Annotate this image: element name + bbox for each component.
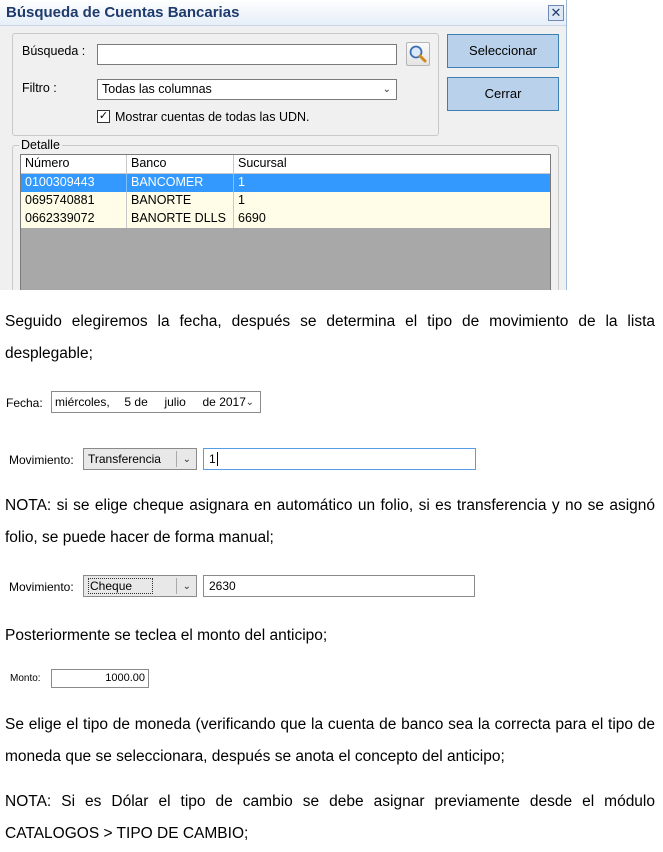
cell-banco: BANORTE xyxy=(127,192,234,210)
combo-separator xyxy=(176,578,177,594)
monto-value: 1000.00 xyxy=(105,672,145,684)
chevron-down-icon: ⌄ xyxy=(182,581,191,592)
paragraph-moneda: Se elige el tipo de moneda (verificando que la cuenta de banco sea la correcta para el tipo de moneda que se seleccionara, después se anota el concepto del anticipo; xyxy=(5,716,655,765)
fecha-date-picker[interactable] xyxy=(51,391,261,413)
fecha-weekday: miércoles, xyxy=(55,395,110,409)
table-row[interactable] xyxy=(21,210,550,228)
fecha-year: 2017 xyxy=(219,395,246,409)
table-row[interactable] xyxy=(21,174,550,192)
fecha-label: Fecha: xyxy=(6,396,43,410)
movimiento-value: Transferencia xyxy=(88,452,161,466)
movimiento-label: Movimiento: xyxy=(9,453,74,467)
show-all-udn-label: Mostrar cuentas de todas las UDN. xyxy=(115,110,310,124)
folio-input-cheque[interactable] xyxy=(203,575,475,597)
monto-label: Monto: xyxy=(10,673,41,684)
search-label: Búsqueda : xyxy=(22,44,86,58)
folio-value-2: 2630 xyxy=(209,579,236,593)
bank-account-search-dialog xyxy=(0,0,567,290)
filter-label: Filtro : xyxy=(22,81,57,95)
table-row[interactable] xyxy=(21,192,550,210)
filter-select-value: Todas las columnas xyxy=(102,82,212,96)
cell-numero: 0695740881 xyxy=(21,192,127,210)
chevron-down-icon[interactable]: ⌄ xyxy=(245,397,254,408)
dialog-title: Búsqueda de Cuentas Bancarias xyxy=(6,4,240,21)
movimiento-value-2: Cheque xyxy=(88,578,153,594)
cell-numero: 0100309443 xyxy=(21,174,127,192)
paragraph-nota-dolar: NOTA: Si es Dólar el tipo de cambio se debe asignar previamente desde el módulo CATALOGOS > TIPO DE CAMBIO; xyxy=(5,793,655,842)
fecha-de1: de xyxy=(134,395,148,409)
fecha-month: julio xyxy=(164,395,186,409)
column-header-numero[interactable]: Número xyxy=(21,155,127,173)
cell-banco: BANCOMER xyxy=(127,174,234,192)
folio-input-transferencia[interactable] xyxy=(203,448,476,470)
cell-sucursal: 1 xyxy=(238,175,245,189)
paragraph-monto: Posteriormente se teclea el monto del anticipo; xyxy=(5,627,328,644)
paragraph-fecha-movimiento: Seguido elegiremos la fecha, después se determina el tipo de movimiento de la lista desplegable; xyxy=(5,313,655,362)
monto-input[interactable] xyxy=(51,669,149,688)
cell-sucursal: 1 xyxy=(238,193,245,207)
search-input[interactable] xyxy=(97,44,397,65)
cell-banco: BANORTE DLLS xyxy=(127,210,234,228)
filter-select[interactable] xyxy=(97,79,397,100)
text-cursor xyxy=(217,452,218,466)
cell-numero: 0662339072 xyxy=(21,210,127,228)
movimiento-label-2: Movimiento: xyxy=(9,580,74,594)
fecha-day: 5 xyxy=(124,395,132,409)
movimiento-select-cheque[interactable] xyxy=(83,575,197,597)
folio-value: 1 xyxy=(209,452,216,466)
column-header-sucursal[interactable]: Sucursal xyxy=(238,156,287,170)
chevron-down-icon: ⌄ xyxy=(382,84,391,95)
combo-separator xyxy=(176,451,177,467)
chevron-down-icon: ⌄ xyxy=(182,454,191,465)
search-button[interactable] xyxy=(406,42,430,66)
fecha-de2: de xyxy=(202,395,216,409)
magnifier-icon xyxy=(407,43,429,65)
detail-legend: Detalle xyxy=(21,138,60,152)
dialog-title-bar xyxy=(0,0,567,26)
column-header-banco[interactable]: Banco xyxy=(127,155,234,173)
movimiento-select-transferencia[interactable] xyxy=(83,448,197,470)
close-icon[interactable]: ✕ xyxy=(548,5,564,21)
show-all-udn-checkbox[interactable]: ✓ xyxy=(98,110,109,122)
select-button[interactable]: Seleccionar xyxy=(447,34,559,68)
paragraph-nota-folio: NOTA: si se elige cheque asignara en automático un folio, si es transferencia y no se asignó folio, se puede hacer de forma manual; xyxy=(5,497,655,546)
cell-sucursal: 6690 xyxy=(238,211,266,225)
close-button[interactable]: Cerrar xyxy=(447,77,559,111)
accounts-grid xyxy=(20,154,551,290)
grid-header xyxy=(21,155,550,174)
